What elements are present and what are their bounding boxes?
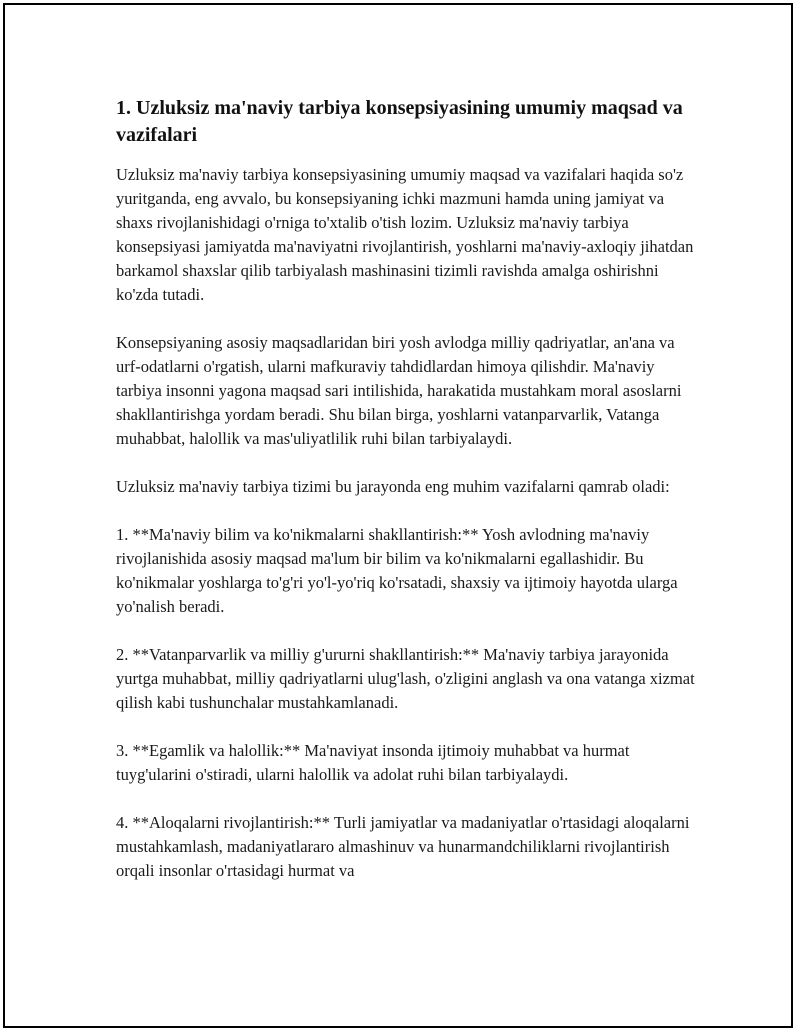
- paragraph-tasks-intro: Uzluksiz ma'naviy tarbiya tizimi bu jarayonda eng muhim vazifalarni qamrab oladi:: [116, 477, 670, 496]
- list-item-4: 4. **Aloqalarni rivojlantirish:** Turli jamiyatlar va madaniyatlar o'rtasidagi aloqalarni mustahkamlash, madaniyatlararo almashinuv va hunarmandchiliklarni rivojlantirish orqali insonlar o'rtasidagi hurmat va: [116, 813, 690, 880]
- document-content: [116, 95, 696, 907]
- list-item-2: 2. **Vatanparvarlik va milliy g'ururni shakllantirish:** Ma'naviy tarbiya jarayonida yurtga muhabbat, milliy qadriyatlarni ulug'lash, o'zligini anglash va ona vatanga xizmat qilish kabi tushunchalar mustahkamlanadi.: [116, 645, 695, 712]
- document-title: 1. Uzluksiz ma'naviy tarbiya konsepsiyasining umumiy maqsad va vazifalari: [116, 97, 683, 146]
- paragraph-intro: Uzluksiz ma'naviy tarbiya konsepsiyasining umumiy maqsad va vazifalari haqida so'z yuritganda, eng avvalo, bu konsepsiyaning ichki mazmuni hamda uning jamiyat va shaxs rivojlanishidagi o'rniga to'xtalib o'tish lozim. Uzluksiz ma'naviy tarbiya konsepsiyasi jamiyatda ma'naviyatni rivojlantirish, yoshlarni ma'naviy-axloqiy jihatdan barkamol shaxslar qilib tarbiyalash mashinasini tizimli ravishda amalga oshirishni ko'zda tutadi.: [116, 165, 694, 304]
- list-item-3: 3. **Egamlik va halollik:** Ma'naviyat insonda ijtimoiy muhabbat va hurmat tuyg'ularini o'stiradi, ularni halollik va adolat ruhi bilan tarbiyalaydi.: [116, 741, 630, 784]
- paragraph-goals: Konsepsiyaning asosiy maqsadlaridan biri yosh avlodga milliy qadriyatlar, an'ana va urf-odatlarni o'rgatish, ularni mafkuraviy tahdidlardan himoya qilishdir. Ma'naviy tarbiya insonni yagona maqsad sari intilishida, harakatida mustahkam moral asoslarni shakllantirishga yordam beradi. Shu bilan birga, yoshlarni vatanparvarlik, Vatanga muhabbat, halollik va mas'uliyatlilik ruhi bilan tarbiyalaydi.: [116, 333, 682, 448]
- list-item-1: 1. **Ma'naviy bilim va ko'nikmalarni shakllantirish:** Yosh avlodning ma'naviy rivojlanishida asosiy maqsad ma'lum bir bilim va ko'nikmalarni egallashidir. Bu ko'nikmalar yoshlarga to'g'ri yo'l-yo'riq ko'rsatadi, shaxsiy va ijtimoiy hayotda ularga yo'nalish beradi.: [116, 525, 678, 616]
